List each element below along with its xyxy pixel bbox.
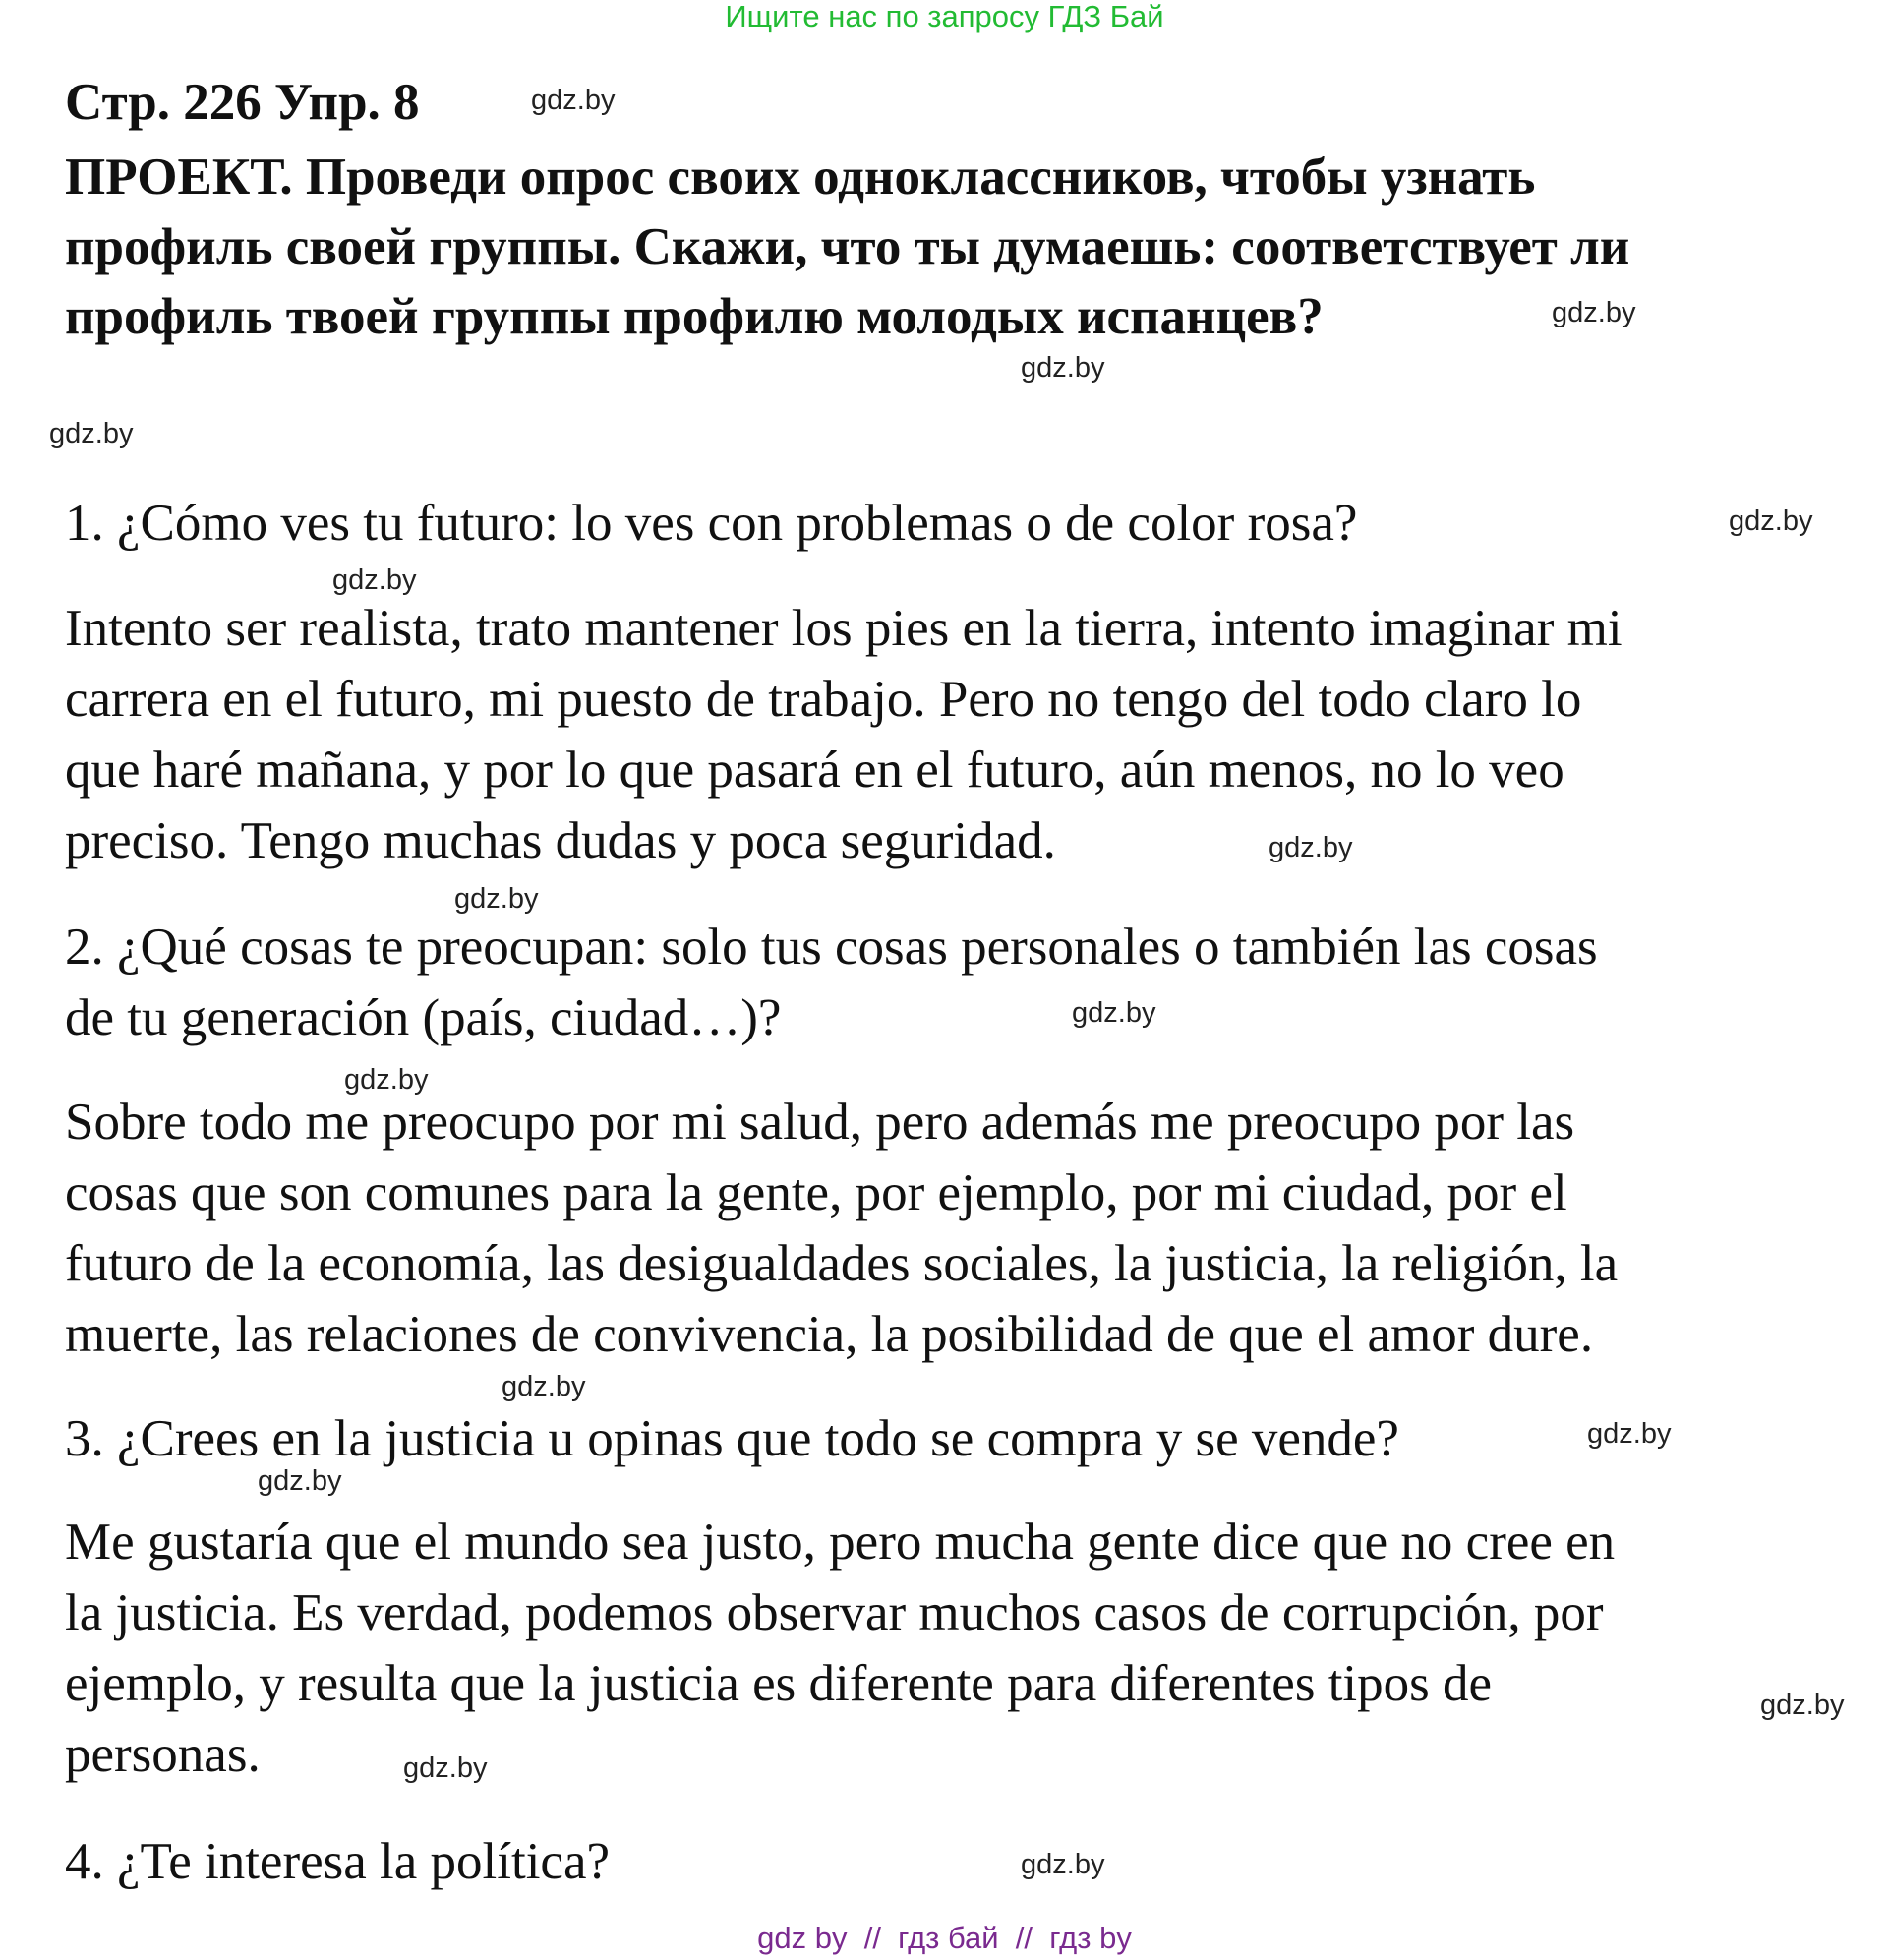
answer-line: carrera en el futuro, mi puesto de trabajo. Pero no tengo del todo claro lo: [65, 671, 1582, 728]
answer-line: Me gustaría que el mundo sea justo, pero mucha gente dice que no cree en: [65, 1514, 1616, 1571]
watermark: gdz.by: [332, 564, 417, 596]
watermark: gdz.by: [1269, 832, 1353, 863]
answer-line: ejemplo, y resulta que la justicia es diferente para diferentes tipos de: [65, 1655, 1493, 1712]
task-line: профиль своей группы. Скажи, что ты думаешь: соответствует ли: [65, 218, 1630, 275]
answer-3: [65, 1507, 1855, 1790]
watermark: gdz.by: [1021, 1849, 1105, 1880]
question-line: 3. ¿Crees en la justicia u opinas que todo se compra y se vende?: [65, 1410, 1399, 1467]
exercise-heading: Стр. 226 Упр. 8: [65, 74, 420, 131]
question-line: 1. ¿Cómo ves tu futuro: lo ves con problemas o de color rosa?: [65, 495, 1358, 552]
question-line: 2. ¿Qué cosas te preocupan: solo tus cosas personales o también las cosas: [65, 919, 1598, 976]
watermark: gdz.by: [502, 1371, 586, 1402]
watermark: gdz.by: [403, 1752, 488, 1784]
answer-line: preciso. Tengo muchas dudas y poca seguridad.: [65, 812, 1056, 869]
answer-line: cosas que son comunes para la gente, por ejemplo, por mi ciudad, por el: [65, 1164, 1567, 1221]
answer-line: personas.: [65, 1726, 261, 1783]
question-2: [65, 912, 1855, 1053]
question-3: [65, 1403, 1855, 1474]
answer-line: futuro de la economía, las desigualdades sociales, la justicia, la religión, la: [65, 1235, 1619, 1292]
watermark: gdz.by: [1552, 297, 1636, 328]
watermark: gdz.by: [49, 418, 134, 449]
watermark: gdz.by: [258, 1465, 342, 1497]
watermark: gdz.by: [454, 883, 539, 915]
answer-line: Intento ser realista, trato mantener los pies en la tierra, intento imaginar mi: [65, 600, 1623, 657]
question-4: [65, 1826, 1855, 1897]
top-banner: Ищите нас по запросу ГДЗ Бай: [725, 0, 1164, 33]
answer-1: [65, 593, 1855, 876]
answer-2: [65, 1087, 1855, 1370]
watermark: gdz.by: [1021, 352, 1105, 384]
answer-line: la justicia. Es verdad, podemos observar muchos casos de corrupción, por: [65, 1584, 1604, 1641]
watermark: gdz.by: [1587, 1418, 1672, 1450]
task-line: ПРОЕКТ. Проведи опрос своих одноклассников, чтобы узнать: [65, 148, 1536, 206]
watermark: gdz.by: [1072, 997, 1156, 1029]
footer-watermark: gdz by // гдз бай // гдз by: [757, 1921, 1132, 1955]
watermark: gdz.by: [1760, 1690, 1845, 1721]
watermark: gdz.by: [1729, 505, 1813, 537]
task-line: профиль твоей группы профилю молодых испанцев?: [65, 288, 1324, 345]
answer-line: muerte, las relaciones de convivencia, la posibilidad de que el amor dure.: [65, 1306, 1594, 1363]
watermark: gdz.by: [344, 1064, 429, 1096]
question-1: [65, 488, 1855, 559]
watermark: gdz.by: [531, 85, 616, 116]
question-line: 4. ¿Te interesa la política?: [65, 1833, 610, 1890]
answer-line: Sobre todo me preocupo por mi salud, pero además me preocupo por las: [65, 1094, 1575, 1151]
question-line: de tu generación (país, ciudad…)?: [65, 989, 782, 1046]
answer-line: que haré mañana, y por lo que pasará en el futuro, aún menos, no lo veo: [65, 742, 1564, 799]
